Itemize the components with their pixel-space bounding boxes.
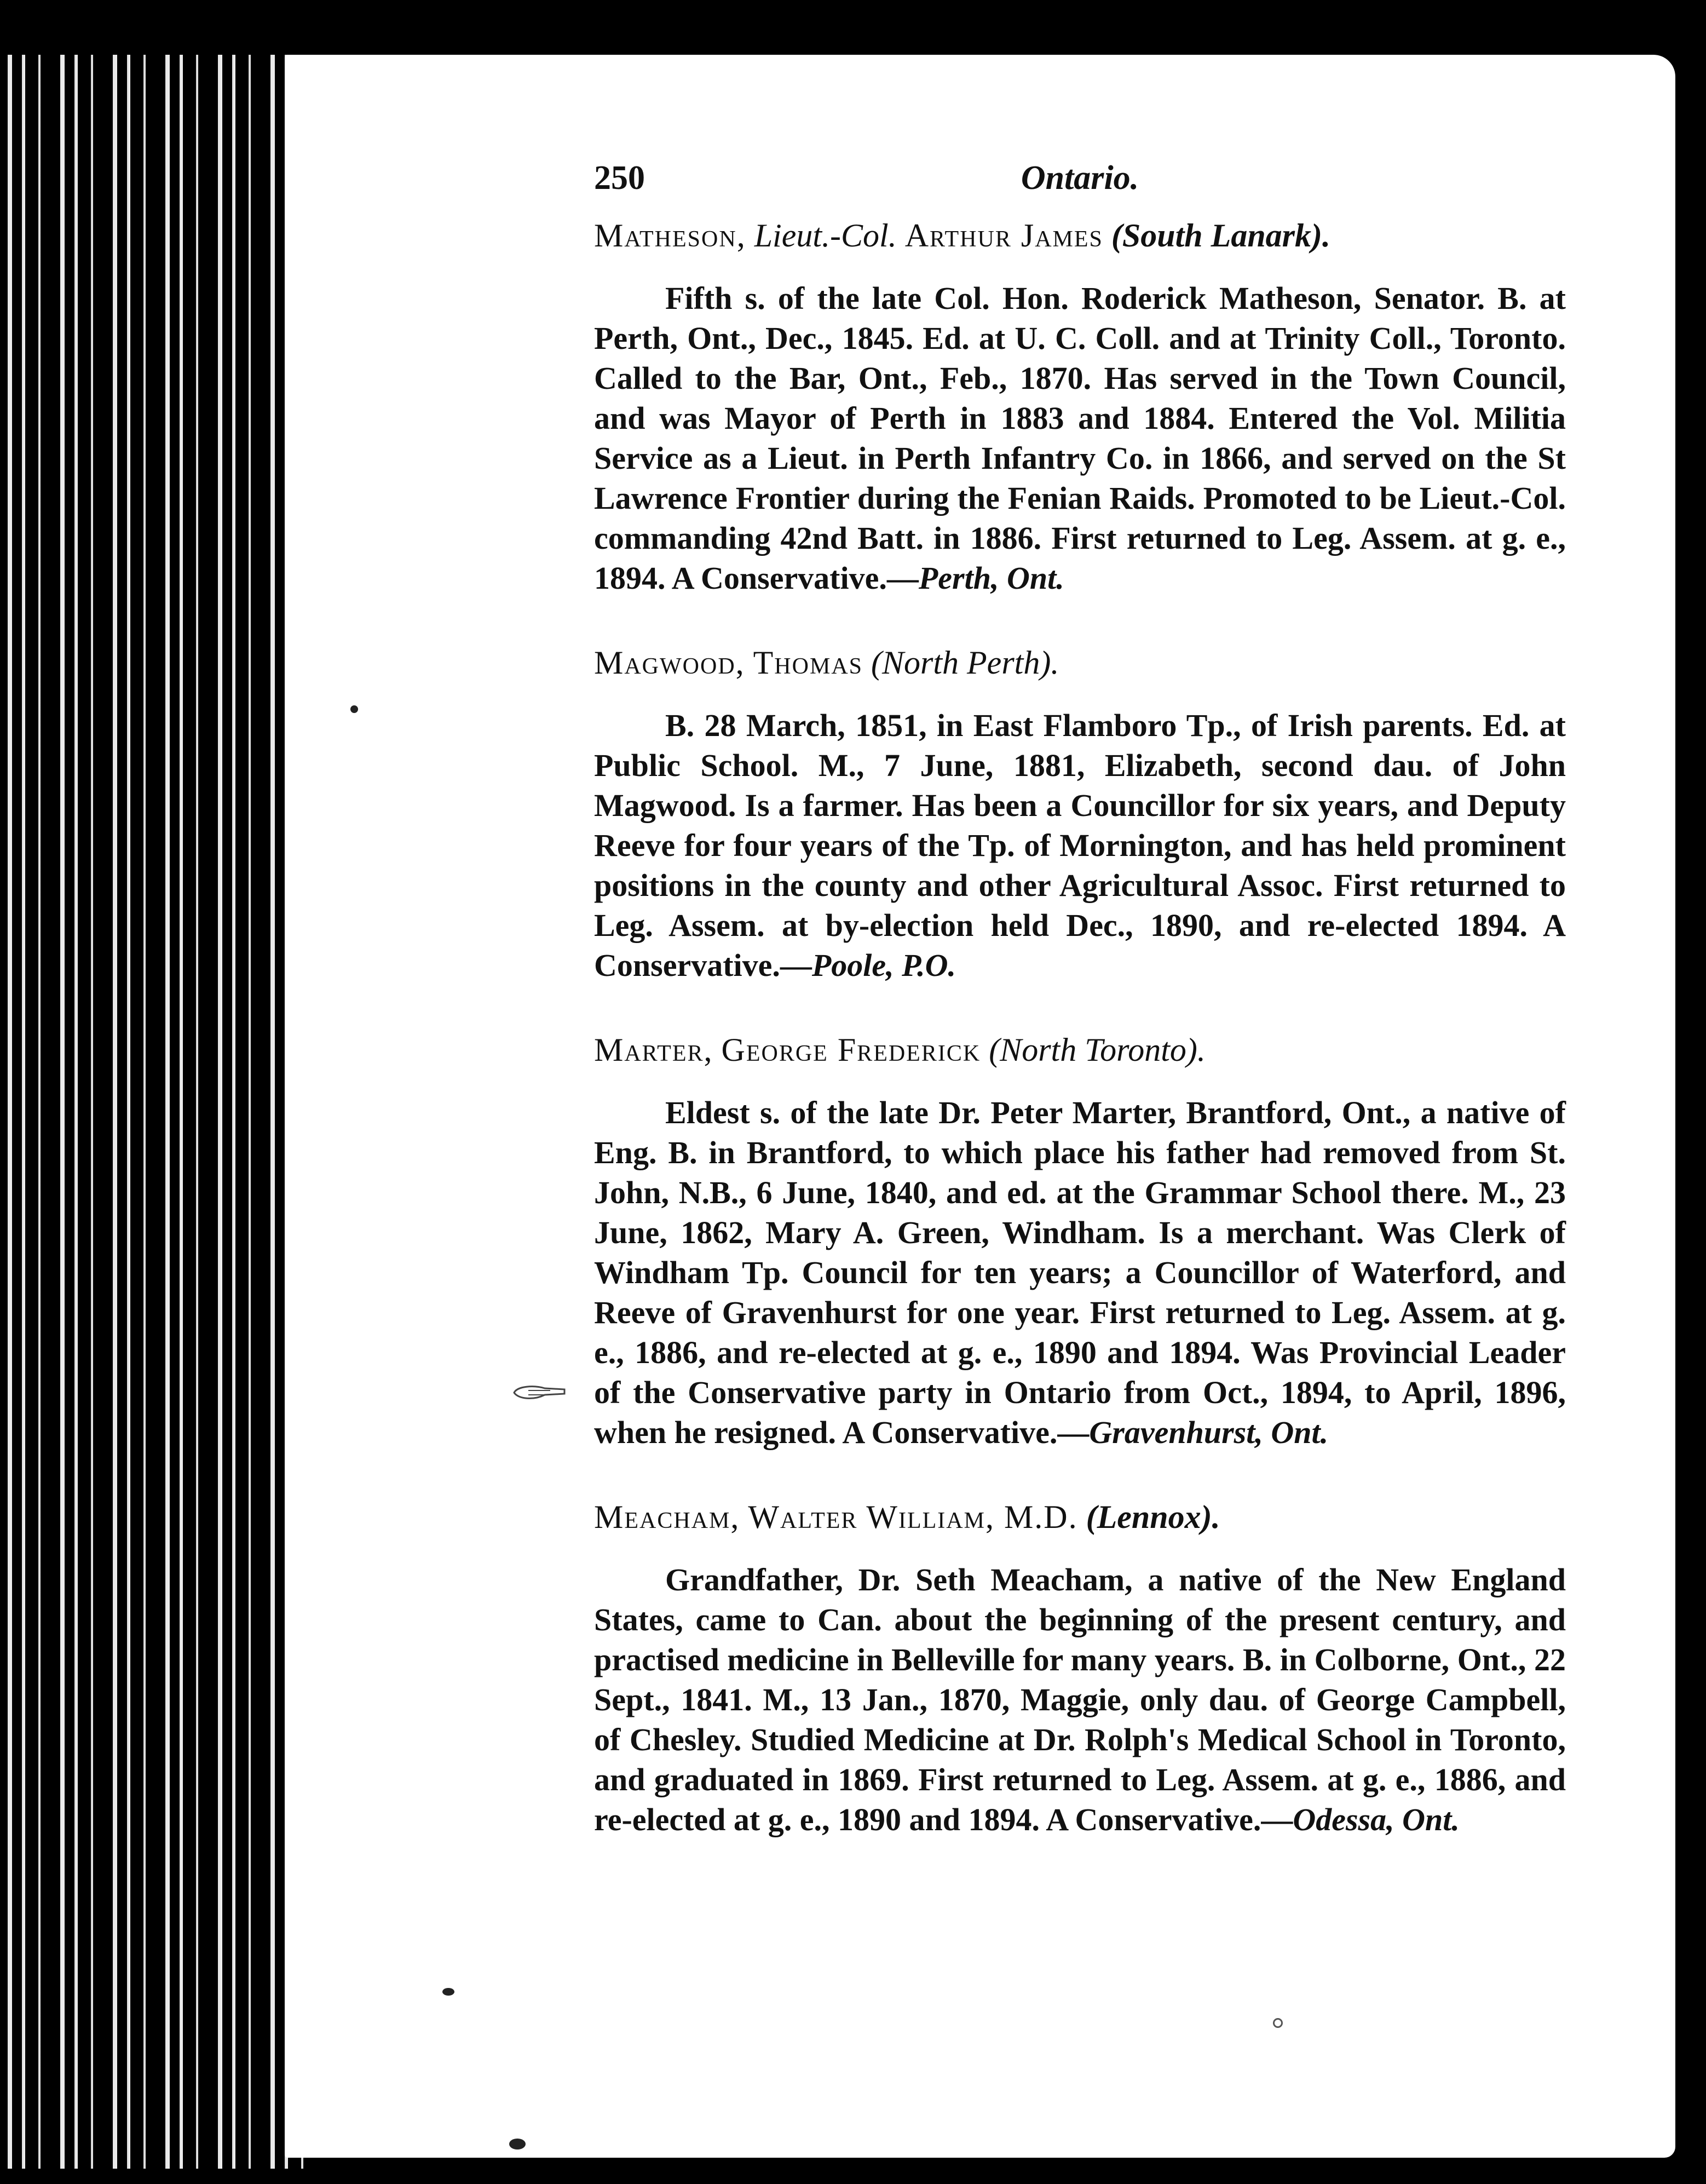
entry-body [594, 1093, 1566, 1452]
entry-residence: Odessa, Ont. [1293, 1802, 1460, 1837]
biography-entry [594, 641, 1566, 985]
entry-body-text: B. 28 March, 1851, in East Flamboro Tp., of Irish parents. Ed. at Public School. M., 7 June, 1881, Elizabeth, second dau. of John Magwood. Is a farmer. Has been a Councillor for six years, and Deputy Reeve for four years of the Tp. of Mornington, and has held prominent positions in the county and other Agricultural Assoc. First returned to Leg. Assem. at by-election held Dec., 1890, and re-elected 1894. A Conservative.— [594, 708, 1566, 983]
entry-heading [594, 641, 1566, 685]
entry-surname: Meacham, [594, 1499, 740, 1535]
biography-entry [594, 1495, 1566, 1840]
entry-given-names: Arthur James [904, 217, 1103, 254]
ink-speck [350, 705, 358, 713]
entry-title: Lieut.-Col. [754, 217, 897, 254]
page-text [594, 148, 1566, 1882]
ink-speck [442, 1988, 454, 1996]
entry-body-text: Eldest s. of the late Dr. Peter Marter, Brantford, Ont., a native of Eng. B. in Brantford, to which place his father had removed from St. John, N.B., 6 June, 1840, and ed. at the Grammar School there. M., 23 June, 1862, Mary A. Green, Windham. Is a merchant. Was Clerk of Windham Tp. Council for ten years; a Councillor of Waterford, and Reeve of Gravenhurst for one year. First returned to Leg. Assem. at g. e., 1886, and re-elected at g. e., 1890 and 1894. Was Provincial Leader of the Conservative party in Ontario from Oct., 1894, to April, 1896, when he resigned. A Conservative.— [594, 1095, 1566, 1450]
entry-heading [594, 214, 1566, 257]
running-title: Ontario. [1021, 159, 1139, 197]
entry-residence: Perth, Ont. [918, 560, 1064, 596]
entry-body [594, 705, 1566, 985]
ink-speck [1273, 2018, 1283, 2028]
entry-riding: (South Lanark). [1111, 217, 1331, 254]
biography-entry [594, 214, 1566, 598]
entry-riding: (Lennox). [1086, 1499, 1220, 1535]
ink-speck [509, 2139, 526, 2149]
entry-body [594, 1560, 1566, 1840]
entry-body-text: Fifth s. of the late Col. Hon. Roderick Matheson, Senator. B. at Perth, Ont., Dec., 1845. Ed. at U. C. Coll. and at Trinity Coll., Toronto. Called to the Bar, Ont., Feb., 1870. Has served in the Town Council, and was Mayor of Perth in 1883 and 1884. Entered the Vol. Militia Service as a Lieut. in Perth Infantry Co. in 1866, and served on the St Lawrence Frontier during the Fenian Raids. Promoted to be Lieut.-Col. commanding 42nd Batt. in 1886. First returned to Leg. Assem. at g. e., 1894. A Conservative.— [594, 280, 1566, 596]
entry-body-text: Grandfather, Dr. Seth Meacham, a native of the New England States, came to Can. about the beginning of the present century, and practised medicine in Belleville for many years. B. in Colborne, Ont., 22 Sept., 1841. M., 13 Jan., 1870, Maggie, only dau. of George Campbell, of Chesley. Studied Medicine at Dr. Rolph's Medical School in Toronto, and graduated in 1869. First returned to Leg. Assem. at g. e., 1886, and re-elected at g. e., 1890 and 1894. A Conservative.— [594, 1562, 1566, 1837]
entry-residence: Poole, P.O. [811, 947, 956, 983]
entry-given-names: Thomas [753, 645, 863, 681]
entry-given-names: George Frederick [721, 1032, 981, 1068]
entry-surname: Magwood, [594, 645, 745, 681]
running-head [594, 148, 1566, 214]
entry-heading [594, 1495, 1566, 1539]
entry-riding: (North Toronto). [989, 1032, 1206, 1068]
page-number: 250 [594, 159, 645, 197]
entry-residence: Gravenhurst, Ont. [1089, 1415, 1329, 1450]
book-spine-edge [0, 55, 307, 2169]
entry-body [594, 278, 1566, 598]
entry-surname: Marter, [594, 1032, 713, 1068]
biography-entry [594, 1028, 1566, 1452]
pointing-hand-icon [512, 1383, 567, 1403]
entry-given-names: Walter William, M.D. [748, 1499, 1078, 1535]
entry-heading [594, 1028, 1566, 1072]
entry-riding: (North Perth). [871, 645, 1059, 681]
entry-surname: Matheson, [594, 217, 746, 254]
